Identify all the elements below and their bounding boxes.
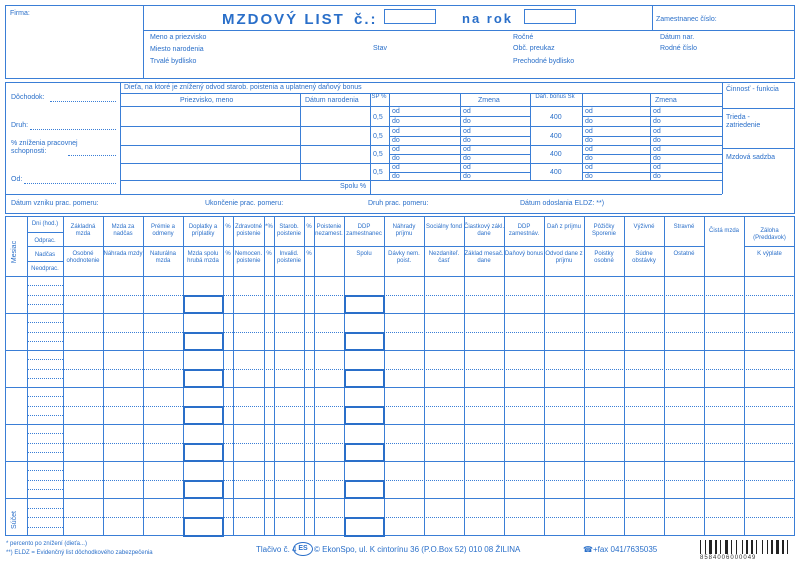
col-header-10-top: Poistenie nezamest. <box>315 224 343 237</box>
col-header-1-bottom: Osobné ohodnotenie <box>66 251 100 264</box>
stav-label: Stav <box>373 45 388 52</box>
datum-nar-label: Dátum nar. <box>660 34 695 41</box>
odoslanie-label: Dátum odoslania ELDZ: **) <box>520 200 605 207</box>
col-header-21-bottom: K výplate <box>757 251 782 257</box>
col-header-21-top: Záloha (Preddavok) <box>753 228 786 241</box>
zam-cislo-label: Zamestnanec číslo: <box>656 16 717 23</box>
nadcas-header: Nadčas <box>34 252 56 258</box>
bonus-header: Daň. bonus Sk <box>535 94 575 100</box>
footnote-2: **) ELDZ = Evidenčný list dôchodkového zabezpečenia <box>6 550 153 556</box>
col-header-18-top: Výživné <box>633 224 655 230</box>
children-title: Dieťa, na ktoré je znížený odvod starob. poistenia a uplatnený daňový bonus <box>124 84 362 91</box>
meno-label: Meno a priezvisko <box>150 34 207 41</box>
zmena-header-2: Zmena <box>655 97 677 104</box>
col-header-9-top: % <box>306 224 312 230</box>
zmena-header-1: Zmena <box>478 97 500 104</box>
druh-label: Druh: <box>11 122 29 129</box>
firma-label: Firma: <box>10 10 30 17</box>
col-header-17-top: Pôžičky Sporenie <box>591 224 617 237</box>
rocne-label: Ročné <box>513 34 534 41</box>
miesto-label: Miesto narodenia <box>150 46 204 53</box>
mesiac-header: Mesiac <box>11 240 19 264</box>
sp-value: 0,5 <box>373 114 383 121</box>
vznik-label: Dátum vzniku prac. pomeru: <box>11 200 99 207</box>
trieda-label: Trieda - zatriedenie <box>726 114 761 129</box>
mzdova-label: Mzdová sadzba <box>726 154 776 161</box>
col-header-8-top: Starob. poistenie <box>276 224 302 237</box>
col-header-3-bottom: Naturálna mzda <box>149 251 176 264</box>
ekonspo-logo-icon: ES <box>293 542 313 556</box>
na-rok-label: na rok <box>462 11 514 26</box>
col-header-7-bottom: % <box>266 251 272 257</box>
col-header-2-bottom: Náhrada mzdy <box>103 251 143 257</box>
col-header-6-bottom: Nemocen. poistenie <box>234 251 263 264</box>
percento-label: % zníženia pracovnej schopnosti: <box>11 140 78 155</box>
col-header-19-top: Stravné <box>673 224 695 230</box>
col-header-13-top: Sociálny fond <box>425 224 463 230</box>
year-field[interactable] <box>524 9 576 24</box>
col-header-17-bottom: Poistky osobné <box>594 251 614 264</box>
trvale-label: Trvalé bydlisko <box>150 58 197 65</box>
col-header-12-top: Náhrady príjmu <box>392 224 416 237</box>
cinnost-label: Činnosť - funkcia <box>726 86 779 93</box>
sucet-label: Súčet <box>10 511 18 529</box>
col-header-5-top: % <box>225 224 231 230</box>
tel-info: ☎+fax 041/7635035 <box>583 545 658 554</box>
cislo-label: č.: <box>354 11 378 28</box>
col-header-16-top: Daň z príjmu <box>546 224 581 230</box>
col-header-4-bottom: Mzda spolu hrubá mzda <box>187 251 219 264</box>
col-header-11-top: DDP zamestnanec <box>346 224 382 237</box>
datum-header: Dátum narodenia <box>305 97 359 104</box>
barcode-number: 8584006000049 <box>700 555 757 561</box>
company-info: © EkonSpo, ul. K cintorínu 36 (P.O.Box 52) 010 08 ŽILINA <box>314 545 521 554</box>
dni-header: Dni (hod.) <box>31 221 59 227</box>
col-header-5-bottom: % <box>225 251 231 257</box>
sp-value: 0,5 <box>373 151 383 158</box>
od-label: Od: <box>11 176 23 183</box>
obc-label: Obč. preukaz <box>513 45 555 52</box>
sp-value: 0,5 <box>373 169 383 176</box>
col-header-16-bottom: Odvod dane z príjmu <box>545 251 583 264</box>
col-header-2-top: Mzda za nadčas <box>111 224 135 237</box>
dochodok-label: Dôchodok: <box>11 94 45 101</box>
col-header-15-bottom: Daňový bonus <box>504 251 544 257</box>
col-header-19-bottom: Ostatné <box>673 251 695 257</box>
prechodne-label: Prechodné bydlisko <box>513 58 575 65</box>
bonus-value: 400 <box>550 169 562 176</box>
sp-value: 0,5 <box>373 133 383 140</box>
bonus-value: 400 <box>550 133 562 140</box>
col-header-15-top: DDP zamestnáv. <box>508 224 540 237</box>
col-header-7-top: *% <box>265 224 273 230</box>
druh-pomeru-label: Druh prac. pomeru: <box>368 200 429 207</box>
odprac-header: Odprac. <box>34 238 56 244</box>
col-header-18-bottom: Súdne obstávky <box>632 251 656 264</box>
col-header-12-bottom: Dávky nem. poist. <box>388 251 420 264</box>
col-header-4-top: Doplatky a príplatky <box>188 224 218 237</box>
col-header-8-bottom: Invalid. poistenie <box>276 251 302 264</box>
col-header-13-bottom: Nezdaniteľ. časť <box>428 251 460 264</box>
footnote-1: * percento po znížení (dieťa...) <box>6 541 87 547</box>
priezvisko-header: Priezvisko, meno <box>180 97 234 104</box>
bonus-value: 400 <box>550 114 562 121</box>
sp-header: SP % <box>371 94 387 100</box>
col-header-3-top: Prémie a odmeny <box>150 224 175 237</box>
list-number-field[interactable] <box>384 9 436 24</box>
col-header-6-top: Zdravotné poistenie <box>234 224 262 237</box>
col-header-9-bottom: % <box>306 251 312 257</box>
col-header-1-top: Základná mzda <box>70 224 96 237</box>
ukoncenie-label: Ukončenie prac. pomeru: <box>205 200 284 207</box>
form-title: MZDOVÝ LIST <box>222 11 345 28</box>
bonus-value: 400 <box>550 151 562 158</box>
rodne-label: Rodné číslo <box>660 45 697 52</box>
col-header-11-bottom: Spolu <box>356 251 372 257</box>
col-header-14-top: Čiastkový zákl. dane <box>464 224 505 237</box>
spolu-label: Spolu % <box>340 183 367 190</box>
tlacivo-label: Tlačivo č. 4 <box>256 545 297 554</box>
neodprac-header: Neodprac. <box>31 266 59 272</box>
col-header-20-top: Čistá mzda <box>708 228 739 234</box>
col-header-14-bottom: Základ mesač. dane <box>464 251 504 264</box>
